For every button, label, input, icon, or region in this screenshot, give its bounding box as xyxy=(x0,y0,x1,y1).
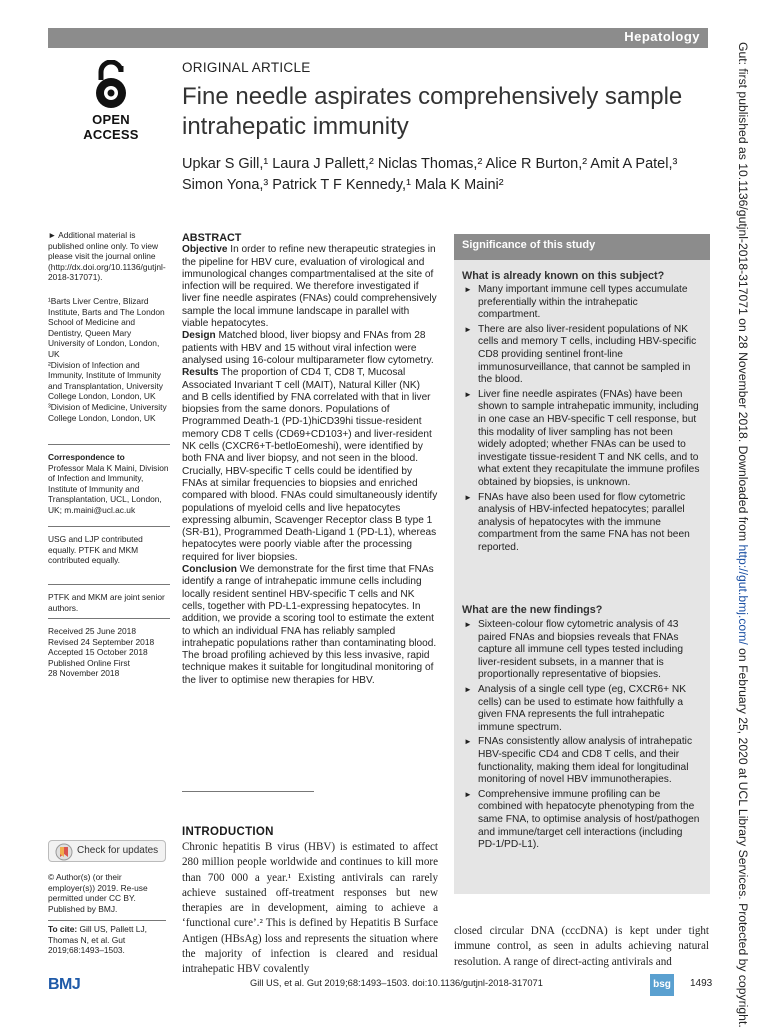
article-dates xyxy=(48,626,170,679)
download-watermark xyxy=(736,42,750,1028)
list-item: ► Liver fine needle aspirates (FNAs) have been shown to sample intrahepatic immunity, including in one case an HBV-specific T cell response, but this modality of liver sampling has not been widely adopted; whether FNAs can be used to investigate tissue-resident T and NK cells, and to what extent they recapitulate the immune profiles obtained by biopsies, is unknown. xyxy=(464,388,700,488)
affiliation-3: ³Division of Medicine, University College London, London, UK xyxy=(48,401,167,423)
results-heading: Results xyxy=(182,367,219,379)
crossmark-icon xyxy=(55,843,73,861)
open-access-logo xyxy=(66,60,156,142)
correspondence xyxy=(48,452,170,516)
known-list xyxy=(462,284,702,556)
correspondence-body: Professor Mala K Maini, Division of Infection and Immunity, Institute of Immunity and Transplantation, UCL, London, UK; m.maini@ucl.ac.uk xyxy=(48,462,169,515)
list-item: ► Many important immune cell types accumulate preferentially within the intrahepatic compartment. xyxy=(464,284,688,321)
joint-authors-note: PTFK and MKM are joint senior authors. xyxy=(48,592,165,613)
check-for-updates-button[interactable] xyxy=(48,840,166,862)
abstract-end-rule xyxy=(182,791,314,792)
journal-name: Hepatology xyxy=(624,29,700,44)
author-list xyxy=(182,154,702,196)
sidebar-divider xyxy=(48,584,170,585)
bullet-arrow-icon: ► xyxy=(464,285,472,294)
results-text: The proportion of CD4 T, CD8 T, Mucosal Associated Invariant T cell (MAIT), Natural Killer (NK) and B cells identified by FNA correlated with that in liver biopsies from the same donors. Populations of Programmed Death-1 (PD-1)hiCD39hi tissue-resident memory CD8 T cells (CD69+CD103+) and liver-resident NK cells (CXCR6+T-betloEomeshi), were identified by both FNA and liver biopsy, and not seen in the blood. Crucially, HBV-specific T cells could be identified by FNAs at similar frequencies to biopsies and enriched compared with blood. FNAs could simultaneously identify populations of myeloid cells and live hepatocytes expressing albumin, Scavenger Receptor class B type 1 (SR-B1), Programmed Death-Ligand 1 (PD-L1), whereas hepatocytes were poorly viable after the processing required for liver biopsies. xyxy=(182,367,438,563)
affiliation-1: ¹Barts Liver Centre, Blizard Institute, Barts and The London School of Medicine and Dentistry, Queen Mary University of London, London, UK xyxy=(48,296,165,359)
bullet-arrow-icon: ► xyxy=(464,324,472,334)
correspondence-heading: Correspondence to xyxy=(48,452,125,462)
author-line-2: Simon Yona,³ Patrick T F Kennedy,¹ Mala K Maini² xyxy=(182,177,504,193)
conclusion-text: We demonstrate for the first time that FNAs identify a range of intrahepatic immune cells including locally resident sentinel HBV-specific T cells and NK cells, together with PD-L1-expressing hepatocytes. In addition, we provide a scoring tool to estimate the extent to which an individual FNA has reliably sampled intrahepatic populations rather than contaminating blood. The broad profiling achieved by this less invasive, rapid technique makes it suitable for longitudinal monitoring of the liver to optimise new therapies for HBV. xyxy=(182,564,437,686)
new-findings-list xyxy=(462,619,702,854)
open-access-lock-icon xyxy=(91,60,131,110)
objective-text: In order to refine new therapeutic strategies in the pipeline for HBV cure, evaluation of virological and immunological changes compartmentalised at the site of infection will be required. We therefore investigated if liver fine needle aspirates (FNAs) could comprehensively sample the local immune landscape in parallel with viable hepatocytes. xyxy=(182,244,437,330)
introduction-heading: INTRODUCTION xyxy=(182,826,274,838)
new-findings-subheading: What are the new findings? xyxy=(462,604,603,616)
introduction-text-col1: Chronic hepatitis B virus (HBV) is estimated to affect 280 million people worldwide and continues to kill more than 700 000 a year.¹ Existing antivirals can rarely achieve sustained off-treatment responses but new therapies are in development, aiming to achieve a ‘functional cure’.² This is defined by Hepatitis B Surface Antigen (HBsAg) loss and represents the situation where the majority of infection is cleared and residual intrahepatic HBV covalently xyxy=(182,841,438,976)
sidebar-divider xyxy=(48,444,170,445)
known-subheading: What is already known on this subject? xyxy=(462,270,665,282)
download-note-suffix: on February 25, 2020 at UCL Library Services. Protected by copyright. xyxy=(736,644,750,1028)
journal-header-bar xyxy=(48,28,708,48)
list-item: ► Analysis of a single cell type (eg, CXCR6+ NK cells) can be used to estimate how faithfully a given FNA represents the full intrahepatic immune spectrum. xyxy=(464,683,687,733)
affiliation-2: ²Division of Infection and Immunity, Institute of Immunity and Transplantation, University College London, London, UK xyxy=(48,359,163,402)
abstract-objective xyxy=(182,244,438,330)
abstract-design xyxy=(182,330,438,367)
article-type: ORIGINAL ARTICLE xyxy=(182,60,311,75)
bmj-logo: BMJ xyxy=(48,976,81,993)
list-item: ► There are also liver-resident populations of NK cells and memory T cells, including HBV-specific CD8 providing sentinel front-line immunosurveillance, that cannot be sampled in the blood. xyxy=(464,323,697,386)
footer-citation: Gill US, et al. Gut 2019;68:1493–1503. doi:10.1136/gutjnl-2018-317071 xyxy=(250,978,543,988)
copyright-note: © Author(s) (or their employer(s)) 2019. Re-use permitted under CC BY. Published by BMJ. xyxy=(48,872,148,914)
sidebar-divider xyxy=(48,920,166,921)
list-item: ► Comprehensive immune profiling can be combined with hepatocyte phenotyping from the same FNA, to optimise analysis of host/pathogen and immune/target cell interactions (including PD-1/PD-L1). xyxy=(464,788,700,851)
date-published-label: Published Online First xyxy=(48,657,130,668)
abstract-conclusion xyxy=(182,564,438,687)
to-cite-body: Gill US, Pallett LJ, Thomas N, et al. Gut 2019;68:1493–1503. xyxy=(48,924,147,956)
conclusion-heading: Conclusion xyxy=(182,564,237,576)
date-published: 28 November 2018 xyxy=(48,668,120,679)
abstract-heading: ABSTRACT xyxy=(182,232,242,244)
open-access-label: OPEN ACCESS xyxy=(83,112,139,142)
date-accepted: Accepted 15 October 2018 xyxy=(48,647,148,658)
affiliations xyxy=(48,296,170,423)
abstract-results xyxy=(182,367,438,564)
journal-site-link[interactable]: http://gut.bmj.com/ xyxy=(736,544,750,645)
sidebar-divider xyxy=(48,526,170,527)
author-line-1: Upkar S Gill,¹ Laura J Pallett,² Niclas Thomas,² Alice R Burton,² Amit A Patel,³ xyxy=(182,156,678,172)
introduction-text-col2: closed circular DNA (cccDNA) is kept under tight immune control, as seen in adults achieving natural resolution. A range of direct-acting antivirals and xyxy=(454,925,709,968)
bullet-arrow-icon: ► xyxy=(464,389,472,399)
page-number: 1493 xyxy=(690,978,713,989)
bullet-arrow-icon: ► xyxy=(464,737,472,747)
list-item: ► FNAs consistently allow analysis of intrahepatic HBV-specific CD4 and CD8 T cells, and their functionality, making them ideal for longitudinal monitoring of novel HBV immunotherapies. xyxy=(464,736,693,786)
bullet-arrow-icon: ► xyxy=(464,492,472,502)
bullet-arrow-icon: ► xyxy=(464,684,472,694)
date-revised: Revised 24 September 2018 xyxy=(48,636,155,647)
bullet-arrow-icon: ► xyxy=(464,620,472,629)
to-cite-box xyxy=(48,924,166,956)
bullet-arrow-icon: ► xyxy=(464,789,472,799)
bsg-logo: bsg xyxy=(650,974,674,996)
list-item: ► Sixteen-colour flow cytometric analysis of 43 paired FNAs and biopsies reveals that FNAs capture all immune cell types tested including liver-resident subsets, in a manner that is proportionally representative of biopsies. xyxy=(464,619,683,681)
sidebar-divider xyxy=(48,618,170,619)
abstract xyxy=(182,232,438,687)
check-for-updates-label: Check for updates xyxy=(77,845,159,856)
download-note-prefix: Gut: first published as 10.1136/gutjnl-2018-317071 on 28 November 2018. Downloaded from xyxy=(736,42,750,545)
design-heading: Design xyxy=(182,330,216,342)
significance-header xyxy=(454,234,710,260)
significance-title: Significance of this study xyxy=(462,239,596,251)
date-received: Received 25 June 2018 xyxy=(48,626,137,636)
article-title: Fine needle aspirates comprehensively sample intrahepatic immunity xyxy=(182,83,683,140)
contribution-note: USG and LJP contributed equally. PTFK and MKM contributed equally. xyxy=(48,534,143,566)
list-item: ► FNAs have also been used for flow cytometric analysis of HBV-infected hepatocytes; parallel analysis of hepatocytes with the immune compartment from the same FNA has not been reported. xyxy=(464,491,690,553)
objective-heading: Objective xyxy=(182,244,228,256)
to-cite-heading: To cite: xyxy=(48,924,78,934)
additional-material-note: ► Additional material is published online only. To view please visit the journal online (http://dx.doi.org/10.1136/gutjnl-2018-317071). xyxy=(48,230,166,283)
design-text: Matched blood, liver biopsy and FNAs from 28 patients with HBV and 15 without viral infection were analysed using 16-colour multiparameter flow cytometry. xyxy=(182,330,434,366)
